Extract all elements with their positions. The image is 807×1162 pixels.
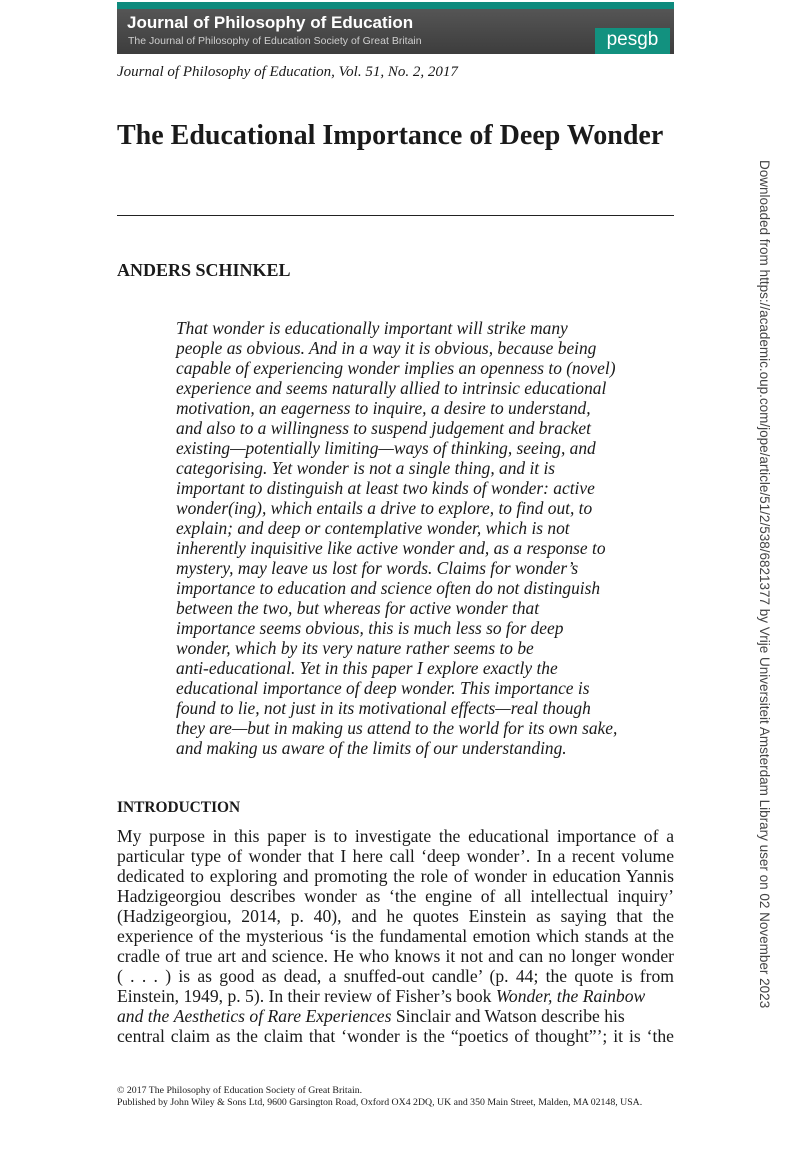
abstract-line: motivation, an eagerness to inquire, a desire to understand,: [176, 398, 591, 418]
body-line: My purpose in this paper is to investigate the educational importance of a: [117, 826, 674, 846]
copyright-notice: © 2017 The Philosophy of Education Society of Great Britain.: [117, 1085, 363, 1096]
body-line: cradle of true art and science. He who knows it not and can no longer wonder: [117, 946, 674, 966]
abstract-line: inherently inquisitive like active wonder and, as a response to: [176, 538, 606, 558]
abstract-line: mystery, may leave us lost for words. Claims for wonder’s: [176, 558, 579, 578]
publisher-notice: Published by John Wiley & Sons Ltd, 9600 Garsington Road, Oxford OX4 2DQ, UK and 350 Main Street, Malden, MA 02148, USA.: [117, 1097, 643, 1108]
body-line: [117, 986, 674, 1006]
abstract-line: and also to a willingness to suspend judgement and bracket: [176, 418, 591, 438]
abstract-line: wonder, which by its very nature rather seems to be: [176, 638, 534, 658]
body-line: particular type of wonder that I here call ‘deep wonder’. In a recent volume: [117, 846, 674, 866]
body-line-text: Sinclair and Watson describe his: [395, 1006, 625, 1026]
book-title-prefix: and the: [117, 1006, 170, 1026]
article-title: The Educational Importance of Deep Wonder: [117, 120, 664, 151]
society-subtitle: The Journal of Philosophy of Education Society of Great Britain: [128, 35, 422, 47]
journal-banner: [117, 2, 674, 54]
book-title: Wonder, the Rainbow: [495, 986, 646, 1006]
abstract-line: experience and seems naturally allied to intrinsic educational: [176, 378, 607, 398]
title-divider: [117, 215, 674, 216]
abstract-line: importance seems obvious, this is much less so for deep: [176, 618, 564, 638]
abstract-line: educational importance of deep wonder. This importance is: [176, 678, 590, 698]
abstract-line: importance to education and science often do not distinguish: [176, 578, 601, 598]
abstract-line: capable of experiencing wonder implies an openness to (novel): [176, 358, 616, 378]
book-title-continued: Aesthetics of Rare Experiences: [173, 1006, 392, 1026]
author-name: ANDERS SCHINKEL: [117, 260, 291, 280]
abstract-line: people as obvious. And in a way it is obvious, because being: [176, 338, 597, 358]
abstract-line: found to lie, not just in its motivational effects—real though: [176, 698, 591, 718]
abstract-line: categorising. Yet wonder is not a single thing, and it is: [176, 458, 556, 478]
body-line-text: Einstein, 1949, p. 5). In their review of Fisher’s book: [117, 986, 492, 1006]
abstract-line: between the two, but whereas for active wonder that: [176, 598, 540, 618]
body-line: (Hadzigeorgiou, 2014, p. 40), and he quotes Einstein as saying that the: [117, 906, 674, 926]
abstract-line: existing—potentially limiting—ways of thinking, seeing, and: [176, 438, 596, 458]
body-line: dedicated to exploring and promoting the role of wonder in education Yannis: [117, 866, 674, 886]
abstract: [176, 318, 652, 758]
pesgb-logo: pesgb: [595, 28, 670, 54]
journal-citation: Journal of Philosophy of Education, Vol. 51, No. 2, 2017: [117, 64, 458, 80]
abstract-line: explain; and deep or contemplative wonder, which is not: [176, 518, 570, 538]
abstract-line: and making us aware of the limits of our understanding.: [176, 738, 567, 758]
download-watermark: Downloaded from https://academic.oup.com/jope/article/51/2/538/6821377 by Vrije Universiteit Amsterdam Library user on 02 November 2023: [757, 160, 772, 1009]
body-line: ( . . . ) is as good as dead, a snuffed-out candle’ (p. 44; the quote is from: [117, 966, 674, 986]
section-heading: INTRODUCTION: [117, 799, 241, 816]
abstract-line: wonder(ing), which entails a drive to explore, to find out, to: [176, 498, 593, 518]
body-line: [117, 1006, 674, 1026]
journal-title: Journal of Philosophy of Education: [127, 13, 414, 32]
page-footer: [117, 1085, 642, 1109]
body-line: Hadzigeorgiou describes wonder as ‘the engine of all intellectual inquiry’: [117, 886, 674, 906]
abstract-line: anti-educational. Yet in this paper I explore exactly the: [176, 658, 558, 678]
abstract-line: they are—but in making us attend to the world for its own sake,: [176, 718, 618, 738]
abstract-line: That wonder is educationally important will strike many: [176, 318, 568, 338]
abstract-line: important to distinguish at least two kinds of wonder: active: [176, 478, 595, 498]
body-text: [117, 826, 674, 1046]
body-line: experience of the mysterious ‘is the fundamental emotion which stands at the: [117, 926, 674, 946]
body-line: central claim as the claim that ‘wonder is the “poetics of thought”’; it is ‘the: [117, 1026, 674, 1046]
